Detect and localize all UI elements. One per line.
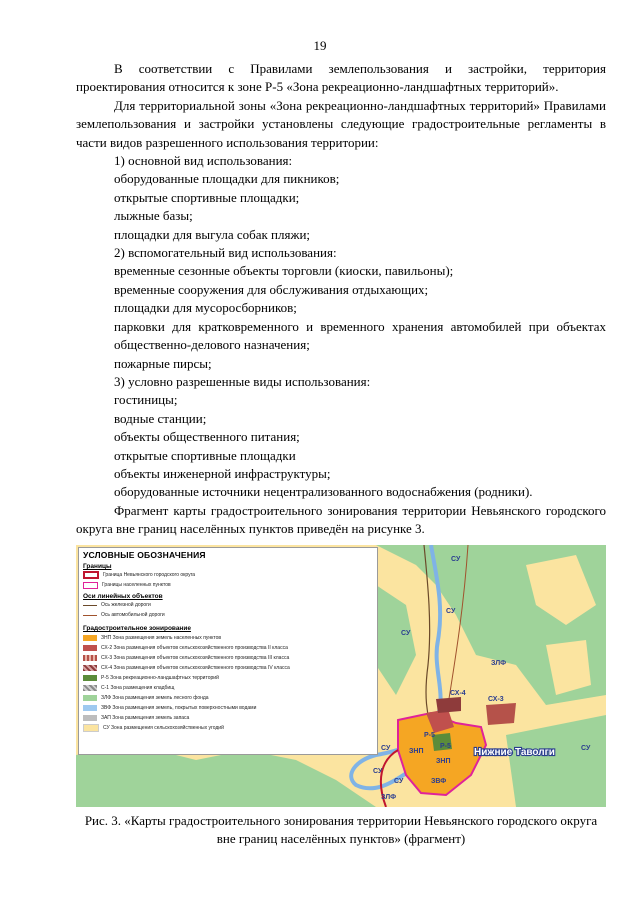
map-label-zlf: ЗЛФ bbox=[381, 794, 397, 801]
legend-item bbox=[83, 724, 224, 732]
legend-title: УСЛОВНЫЕ ОБОЗНАЧЕНИЯ bbox=[83, 550, 206, 560]
legend-item bbox=[83, 654, 289, 662]
map-label-znp: ЗНП bbox=[409, 748, 424, 755]
list-item: площадки для выгула собак пляжи; bbox=[114, 226, 311, 242]
legend-swatch bbox=[83, 685, 97, 691]
legend-item bbox=[83, 611, 165, 619]
legend-label: ЗВФ Зона размещения земель, покрытых поверхностными водами bbox=[101, 705, 257, 711]
legend-item bbox=[83, 581, 171, 589]
list-item: открытые спортивные площадки; bbox=[114, 189, 300, 205]
legend-item bbox=[83, 694, 209, 702]
map-label-zvf: ЗВФ bbox=[431, 778, 447, 785]
legend-swatch bbox=[83, 724, 99, 732]
legend-label: ЗЛФ Зона размещения земель лесного фонда bbox=[101, 695, 209, 701]
legend-label: СХ-2 Зона размещения объектов сельскохозяйственного производства II класса bbox=[101, 645, 288, 651]
legend-label: ЗАП Зона размещения земель запаса bbox=[101, 715, 190, 721]
list-item: временные сезонные объекты торговли (киоски, павильоны); bbox=[114, 263, 454, 279]
legend-label: Ось железной дороги bbox=[101, 602, 151, 608]
list-item: 2) вспомогательный вид использования: bbox=[114, 245, 337, 261]
legend-section-linear: Оси линейных объектов bbox=[83, 593, 163, 600]
legend-item bbox=[83, 704, 256, 712]
page-number: 19 bbox=[313, 38, 327, 53]
legend-label: Граница Невьянского городского округа bbox=[103, 572, 196, 578]
map-label-znp: ЗНП bbox=[436, 758, 451, 765]
legend-item bbox=[83, 714, 189, 722]
legend-label: ЗНП Зона размещения земель населенных пунктов bbox=[101, 635, 222, 641]
legend-item bbox=[83, 674, 219, 682]
legend-label: С-1 Зона размещения кладбищ bbox=[101, 685, 175, 691]
list-item: объекты инженерной инфраструктуры; bbox=[114, 465, 331, 481]
list-item: оборудованные источники нецентрализованного водоснабжения (родники). bbox=[114, 484, 533, 500]
list-item: водные станции; bbox=[114, 410, 207, 426]
map-label-su: СУ bbox=[451, 556, 461, 563]
legend-label: СХ-3 Зона размещения объектов сельскохозяйственного производства III класса bbox=[101, 655, 290, 661]
zoning-map bbox=[76, 545, 606, 807]
list-item: 1) основной вид использования: bbox=[114, 153, 293, 169]
list-item: оборудованные площадки для пикников; bbox=[114, 171, 340, 187]
legend-swatch bbox=[83, 645, 97, 651]
legend-label: Ось автомобильной дороги bbox=[101, 612, 165, 618]
map-label-su: СУ bbox=[373, 768, 383, 775]
legend-item bbox=[83, 601, 151, 609]
list-item: парковки для кратковременного и временного хранения автомобилей при объектах общественно-делового назначения; bbox=[114, 318, 606, 353]
map-label-sh4: СХ-4 bbox=[450, 690, 466, 697]
legend-swatch bbox=[83, 655, 97, 661]
legend-swatch bbox=[83, 571, 99, 579]
sh3-zone bbox=[486, 703, 516, 725]
map-label-su: СУ bbox=[446, 608, 456, 615]
legend-swatch bbox=[83, 705, 97, 711]
body-text bbox=[76, 60, 606, 539]
map-label-sh3: СХ-3 bbox=[488, 696, 504, 703]
legend-item bbox=[83, 644, 288, 652]
legend-section-boundaries: Границы bbox=[83, 563, 112, 570]
legend-swatch bbox=[83, 665, 97, 671]
legend-item bbox=[83, 664, 290, 672]
list-item: лыжные базы; bbox=[114, 208, 193, 224]
legend-swatch bbox=[83, 605, 97, 606]
legend-item bbox=[83, 684, 174, 692]
map-label-r5: Р-5 bbox=[424, 732, 435, 739]
map-label-su: СУ bbox=[581, 745, 591, 752]
legend-swatch bbox=[83, 675, 97, 681]
legend-swatch bbox=[83, 695, 97, 701]
paragraph-regulations: Для территориальной зоны «Зона рекреационно-ландшафтных территорий» Правилами землепользования и застройки установлены следующие градостроительные регламенты в части видов разрешенного использования территории: bbox=[76, 97, 606, 150]
legend-swatch bbox=[83, 635, 97, 641]
map-legend bbox=[78, 547, 378, 755]
paragraph-map-intro: Фрагмент карты градостроительного зонирования территории Невьянского городского округа вне границ населённых пунктов приведён на рисунке 3. bbox=[76, 502, 606, 537]
legend-label: Границы населенных пунктов bbox=[102, 582, 171, 588]
paragraph-zone-r5: В соответствии с Правилами землепользования и застройки, территория проектирования относится к зоне Р-5 «Зона рекреационно-ландшафтных территорий». bbox=[76, 61, 606, 95]
list-item: пожарные пирсы; bbox=[114, 355, 212, 371]
list-item: временные сооружения для обслуживания отдыхающих; bbox=[114, 281, 429, 297]
legend-section-zoning: Градостроительное зонирование bbox=[83, 625, 191, 632]
sh4-zone bbox=[436, 697, 461, 713]
figure-caption: Рис. 3. «Карты градостроительного зонирования территории Невьянского городского округа вне границ населённых пунктов» (фрагмент) bbox=[84, 813, 598, 846]
map-label-su: СУ bbox=[394, 778, 404, 785]
legend-swatch bbox=[83, 582, 98, 589]
list-item: площадки для мусоросборников; bbox=[114, 300, 297, 316]
map-label-zlf: ЗЛФ bbox=[491, 660, 507, 667]
map-label-su: СУ bbox=[381, 745, 391, 752]
map-label-su: СУ bbox=[401, 630, 411, 637]
legend-label: СХ-4 Зона размещения объектов сельскохозяйственного производства IV класса bbox=[101, 665, 290, 671]
legend-label: Р-5 Зона рекреационно-ландшафтных территорий bbox=[101, 675, 219, 681]
map-label-r5: Р-5 bbox=[440, 743, 451, 750]
list-item: открытые спортивные площадки bbox=[114, 447, 296, 463]
legend-item bbox=[83, 571, 195, 579]
list-item: 3) условно разрешенные виды использования: bbox=[114, 373, 371, 389]
list-item: объекты общественного питания; bbox=[114, 429, 300, 445]
legend-label: СУ Зона размещения сельскохозяйственных угодий bbox=[103, 725, 224, 731]
map-label-town: Нижние Таволги bbox=[474, 747, 555, 758]
legend-swatch bbox=[83, 615, 97, 616]
legend-swatch bbox=[83, 715, 97, 721]
legend-item bbox=[83, 634, 221, 642]
list-item: гостиницы; bbox=[114, 392, 178, 408]
